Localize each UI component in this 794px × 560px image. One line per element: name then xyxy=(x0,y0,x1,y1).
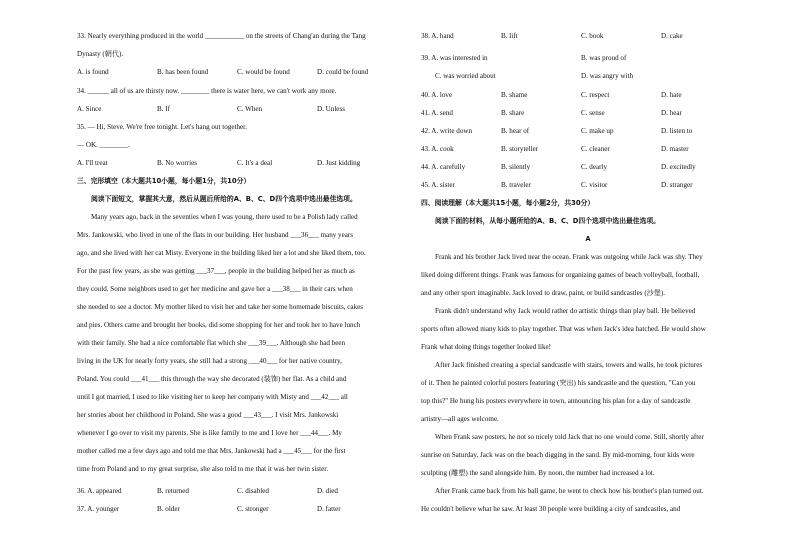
q33-stem: 33. Nearly everything produced in the world ___________ on the streets of Chang'an during the Tang xyxy=(77,32,366,40)
passage-line: ago, and she lived with her cat Misty. Everyone in the building liked her a lot and she liked them, too. xyxy=(77,249,366,257)
q36-option-d: D. died xyxy=(317,487,338,495)
q39-option-b: B. was proud of xyxy=(581,54,627,62)
q43-option-a: 43. A. cook xyxy=(421,145,454,153)
q42-option-d: D. listen to xyxy=(661,127,693,135)
passage-line: Mrs. Jankowski, who lived in one of the flats in our building. Her husband ___36___ many years xyxy=(77,231,354,239)
section4-title: 四、阅读理解（本大题共15小题，每小题2分，共30分） xyxy=(421,199,595,207)
q39-option-c: C. was worried about xyxy=(435,72,496,80)
q37-option-a: 37. A. younger xyxy=(77,505,120,513)
passage-line: Frank and his brother Jack lived near the ocean. Frank was outgoing while Jack was shy. They xyxy=(435,253,703,261)
passage-line: of it. Then he painted colorful posters featuring (突出) his sandcastle and the question, "Can you xyxy=(421,379,696,387)
q35-option-c: C. It's a deal xyxy=(237,159,273,167)
q38-option-b: B. lift xyxy=(501,32,518,40)
q40-option-a: 40. A. love xyxy=(421,91,453,99)
q38-option-c: C. book xyxy=(581,32,604,40)
q36-option-a: 36. A. appeared xyxy=(77,487,122,495)
passage-line: whenever I go over to visit my parents. She is like family to me and I love her ___44___. My xyxy=(77,429,342,437)
q45-option-b: B. traveler xyxy=(501,181,531,189)
q33-option-a: A. is found xyxy=(77,68,109,76)
q33-option-b: B. has been found xyxy=(157,68,209,76)
passage-line: time from Poland and to my great surprise, she also told to me that it was her twin sister. xyxy=(77,465,328,473)
q43-option-c: C. cleaner xyxy=(581,145,610,153)
q41-option-a: 41. A. send xyxy=(421,109,453,117)
passage-line: After Jack finished creating a special sandcastle with stairs, towers and walls, he took pictures xyxy=(435,361,703,369)
passage-line: artistry—all ages welcome. xyxy=(421,415,499,423)
q42-option-a: 42. A. write down xyxy=(421,127,473,135)
passage-line: Poland. You could ___41___ this through the way she decorated (装饰) her flat. As a child and xyxy=(77,375,347,383)
passage-line: liked doing different things. Frank was famous for organizing games of beach volleyball, football, xyxy=(421,271,700,279)
passage-a-label: A xyxy=(585,235,591,243)
section3-instruction: 阅读下面短文，掌握其大意，然后从题后所给的A、B、C、D四个选项中选出最佳选项。 xyxy=(91,195,357,203)
q34-stem: 34. ______ all of us are thirsty now. ________ there is water here, we can't work any more. xyxy=(77,87,337,95)
passage-line: and any other sport imaginable. Jack loved to draw, paint, or build sandcastles (沙堡). xyxy=(421,289,666,297)
passage-line: Frank what doing things together looked like! xyxy=(421,343,552,351)
q42-option-c: C. make up xyxy=(581,127,614,135)
q37-option-c: C. stronger xyxy=(237,505,269,513)
passage-line: sunrise on Saturday, Jack was on the beach digging in the sand. By mid-morning, four kids were xyxy=(421,451,695,459)
passage-line: When Frank saw posters, he not so nicely told Jack that no one would come. Still, shortly after xyxy=(435,433,704,441)
passage-line: Frank didn't understand why Jack would rather do artistic things than play ball. He believed xyxy=(435,307,696,315)
passage-line: For the past few years, as she was getting ___37___, people in the building helped her as much as xyxy=(77,267,355,275)
q42-option-b: B. hear of xyxy=(501,127,530,135)
passage-line: sculpting (雕塑) the sand alongside him. By noon, the number had increased a lot. xyxy=(421,469,655,477)
q33-stem-cont: Dynasty (朝代). xyxy=(77,50,124,58)
q38-option-d: D. cake xyxy=(661,32,683,40)
passage-line: Many years ago, back in the seventies when I was young, there used to be a Polish lady called xyxy=(91,213,358,221)
q34-option-d: D. Unless xyxy=(317,105,345,113)
q34-option-a: A. Since xyxy=(77,105,102,113)
q43-option-d: D. master xyxy=(661,145,689,153)
q39-option-d: D. was angry with xyxy=(581,72,634,80)
q40-option-d: D. hate xyxy=(661,91,682,99)
q35-stem-cont: — OK. ________. xyxy=(77,141,130,149)
q40-option-b: B. shame xyxy=(501,91,528,99)
q34-option-b: B. If xyxy=(157,105,171,113)
q33-option-d: D. could be found xyxy=(317,68,369,76)
q45-option-c: C. visitor xyxy=(581,181,608,189)
q44-option-c: C. dearly xyxy=(581,163,608,171)
section3-title: 三、完形填空（本大题共10小题，每小题1分，共10分） xyxy=(77,177,251,185)
q41-option-c: C. sense xyxy=(581,109,605,117)
passage-line: After Frank came back from his ball game, he went to check how his brother's plan turned out. xyxy=(435,487,704,495)
passage-line: until I got married, I used to like visiting her to keep her company with Misty and ___42___ all xyxy=(77,393,348,401)
q44-option-b: B. silently xyxy=(501,163,531,171)
q35-option-a: A. I'll treat xyxy=(77,159,108,167)
q44-option-a: 44. A. carefully xyxy=(421,163,466,171)
q45-option-d: D. stranger xyxy=(661,181,693,189)
passage-line: and pies. Others came and brought her books, did some shopping for her and took her to have lunch xyxy=(77,321,361,329)
q35-option-b: B. No worries xyxy=(157,159,197,167)
q41-option-d: D. hear xyxy=(661,109,682,117)
passage-line: her stories about her childhood in Poland. She was a good ___43___. I visit Mrs. Jankowski xyxy=(77,411,339,419)
passage-line: He couldn't believe what he saw. At least 30 people were building a city of sandcastles, and xyxy=(421,505,681,513)
q37-option-b: B. older xyxy=(157,505,180,513)
q45-option-a: 45. A. sister xyxy=(421,181,455,189)
passage-line: mother called me a few days ago and told me that Mrs. Jankowski had a ___45___ for the first xyxy=(77,447,346,455)
q44-option-d: D. excitedly xyxy=(661,163,696,171)
q35-option-d: D. Just kidding xyxy=(317,159,361,167)
passage-line: she needed to see a doctor. My mother liked to visit her and take her some homemade biscuits, cakes xyxy=(77,303,364,311)
q37-option-d: D. fatter xyxy=(317,505,341,513)
passage-line: with their family. She had a nice comfortable flat which she ___39___. Although she had been xyxy=(77,339,346,347)
q35-stem: 35. — Hi, Steve. We're free tonight. Let's hang out together. xyxy=(77,123,247,131)
q43-option-b: B. storyteller xyxy=(501,145,539,153)
q33-option-c: C. would be found xyxy=(237,68,290,76)
passage-line: top this?" He hung his posters everywhere in town, announcing his plan for a day of sandcastle xyxy=(421,397,691,405)
q40-option-c: C. respect xyxy=(581,91,610,99)
q34-option-c: C. When xyxy=(237,105,263,113)
q39-option-a: 39. A. was interested in xyxy=(421,54,488,62)
q36-option-c: C. disabled xyxy=(237,487,269,495)
q38-option-a: 38. A. hand xyxy=(421,32,454,40)
passage-line: they could. Some neighbors used to get her medicine and gave her a ___38___ in their cars when xyxy=(77,285,353,293)
q41-option-b: B. share xyxy=(501,109,525,117)
q36-option-b: B. returned xyxy=(157,487,189,495)
section4-instruction: 阅读下面的材料，从每小题所给的A、B、C、D四个选项中选出最佳选项。 xyxy=(435,217,660,225)
passage-line: sports often allowed many kids to play together. That was when Jack's idea hatched. He would show xyxy=(421,325,706,333)
passage-line: living in the UK for nearly forty years, she still had a strong ___40___ for her native country, xyxy=(77,357,342,365)
